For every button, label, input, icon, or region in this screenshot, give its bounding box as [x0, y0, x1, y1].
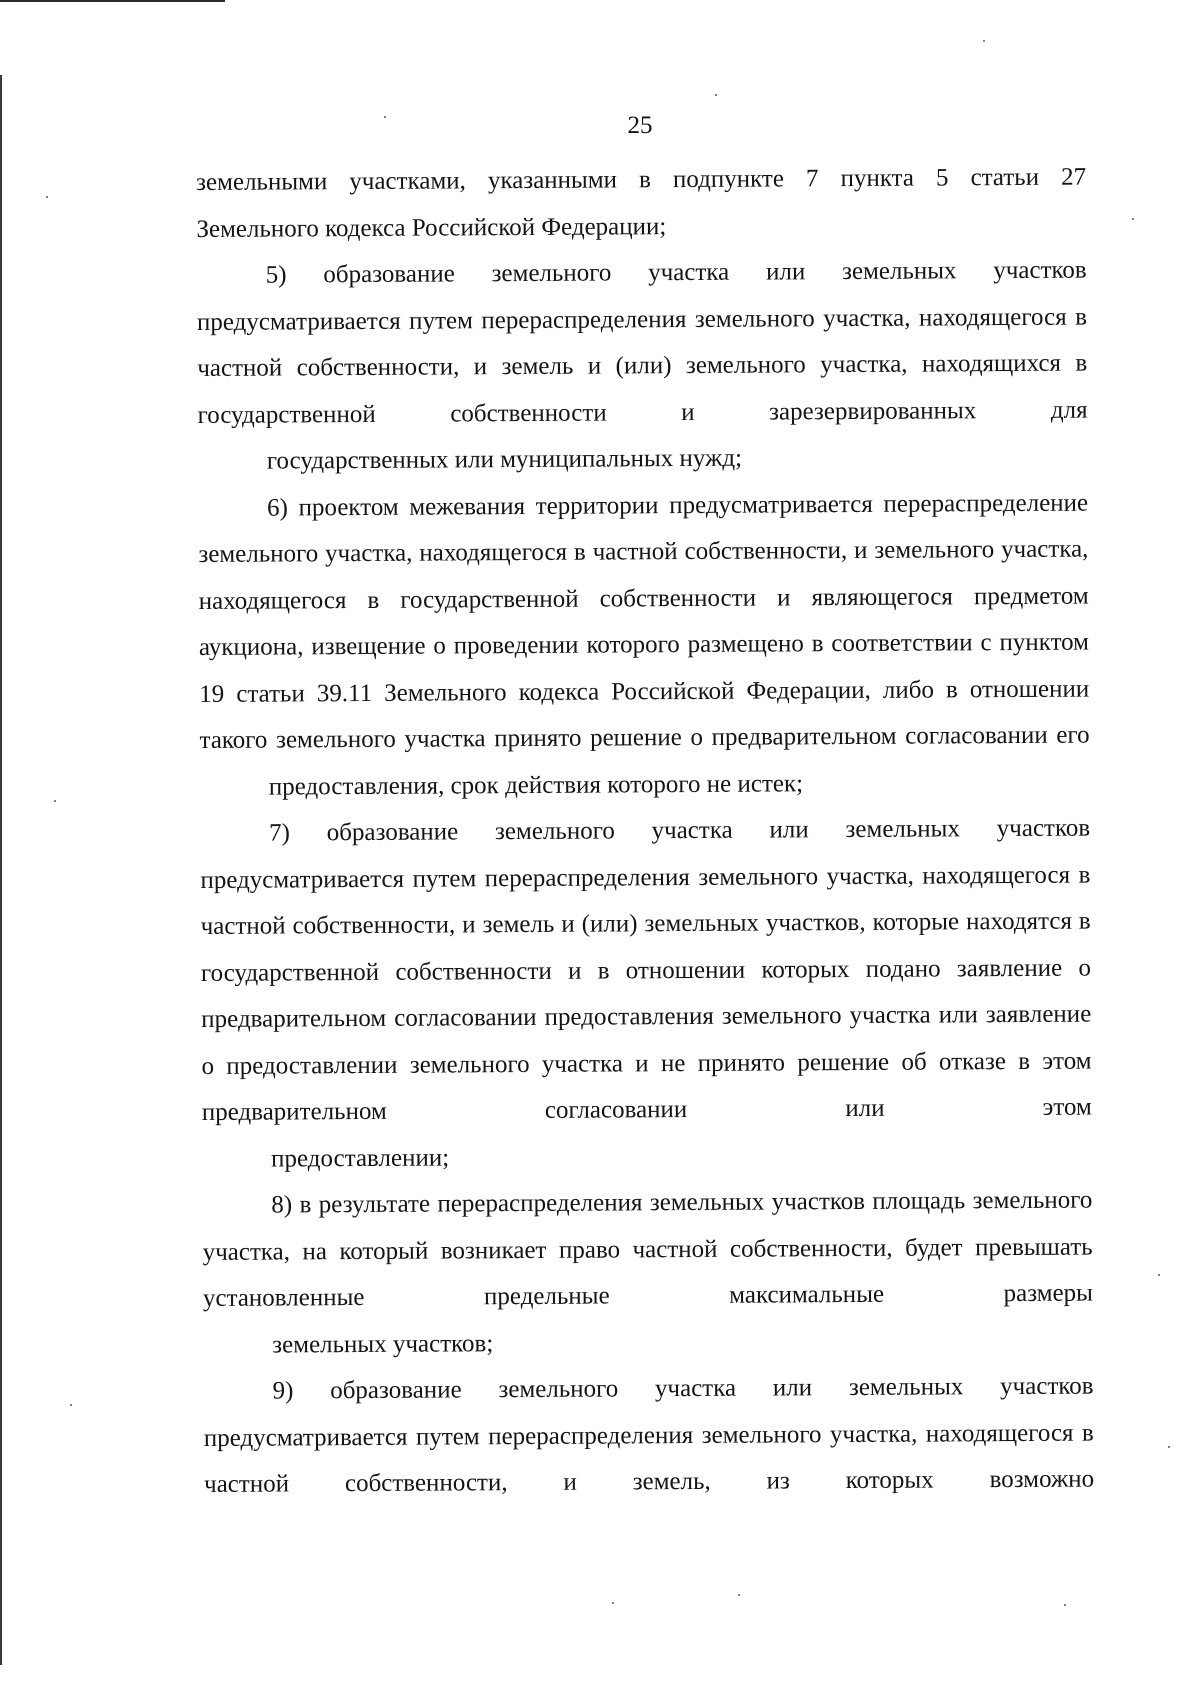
- text-line: находящихся в государственной собственности и зарезервированных для: [197, 349, 1088, 429]
- page-number: 25: [627, 112, 653, 139]
- scan-speck: [1158, 1274, 1160, 1276]
- text-line: 8) в результате перераспределения земельных участков площадь: [271, 1187, 966, 1219]
- top-border-line: [0, 0, 225, 2]
- list-item-7: [200, 806, 1092, 1183]
- text-line: которого размещено в соответствии с пунктом 19 статьи 39.11 Земельного: [199, 628, 1090, 708]
- scan-speck: [70, 1404, 72, 1406]
- text-line: которые находятся в государственной собственности и в отношении которых: [200, 907, 1091, 987]
- text-line: земельными участками, указанными в подпункте 7 пункта 5 статьи 27: [196, 163, 1087, 196]
- text-line: принято решение об отказе в этом предварительном согласовании или этом: [201, 1047, 1092, 1126]
- scan-speck: [54, 800, 56, 802]
- text-line: собственности и являющегося предметом аукциона, извещение о проведении: [198, 582, 1089, 661]
- text-line: земельного участка или заявление о предоставлении земельного участка и не: [201, 1000, 1092, 1080]
- list-item-6: [198, 480, 1090, 811]
- text-line-last: Земельного кодекса Российской Федерации;: [196, 212, 667, 243]
- text-line: находящегося в частной собственности, и земель, из которых возможно: [204, 1419, 1095, 1498]
- left-scan-edge: [0, 75, 2, 1665]
- list-item-5: [197, 248, 1088, 486]
- scan-speck: [612, 1602, 614, 1604]
- text-line-last: предоставления, срок действия которого не истек;: [268, 769, 804, 801]
- scan-speck: [983, 40, 985, 42]
- text-line: предусматривается путем перераспределения земельного участка,: [196, 304, 911, 336]
- text-line: находящегося в частной собственности, и земель и (или) земельного участка,: [197, 303, 1088, 382]
- text-line: предусматривается путем перераспределения земельного участка,: [200, 862, 914, 894]
- text-line: 5) образование земельного участка или земельных участков: [265, 256, 1087, 289]
- scan-speck: [1168, 1446, 1170, 1448]
- scan-speck: [384, 116, 386, 118]
- text-line: земельного участка, на который возникает право частной собственности,: [202, 1186, 1093, 1266]
- text-line: находящегося в частной собственности, и земель и (или) земельных участков,: [200, 861, 1091, 940]
- text-line: 7) образование земельного участка или земельных участков: [269, 814, 1091, 847]
- scan-speck: [1064, 1604, 1066, 1606]
- list-item-9: [203, 1364, 1094, 1509]
- text-line: собственности, и земельного участка, находящегося в государственной: [198, 535, 1089, 615]
- text-line: будет превышать установленные предельные максимальные размеры: [202, 1233, 1094, 1312]
- list-item-8: [202, 1178, 1093, 1369]
- text-line-last: предоставлении;: [271, 1143, 450, 1173]
- text-line: 6) проектом межевания территории предусматривается: [267, 490, 873, 522]
- text-line-last: государственных или муниципальных нужд;: [266, 444, 743, 475]
- scan-speck: [1132, 218, 1134, 220]
- paragraph-continuation: [196, 155, 1087, 253]
- text-line: предусматривается путем перераспределения земельного участка,: [203, 1420, 918, 1452]
- text-line: перераспределение земельного участка, находящегося в частной: [198, 489, 1089, 568]
- text-line: 9) образование земельного участка или земельных участков: [272, 1372, 1094, 1405]
- text-line: участка принято решение о предварительном согласовании его: [404, 721, 1090, 753]
- text-line-last: земельных участков;: [272, 1329, 494, 1359]
- document-body: [196, 155, 1094, 1509]
- text-line: кодекса Российской Федерации, либо в отношении такого земельного: [199, 675, 1090, 754]
- scan-speck: [738, 1594, 740, 1596]
- scan-speck: [46, 196, 48, 198]
- scan-speck: [715, 94, 717, 96]
- text-line: подано заявление о предварительном согласовании предоставления: [201, 954, 1092, 1033]
